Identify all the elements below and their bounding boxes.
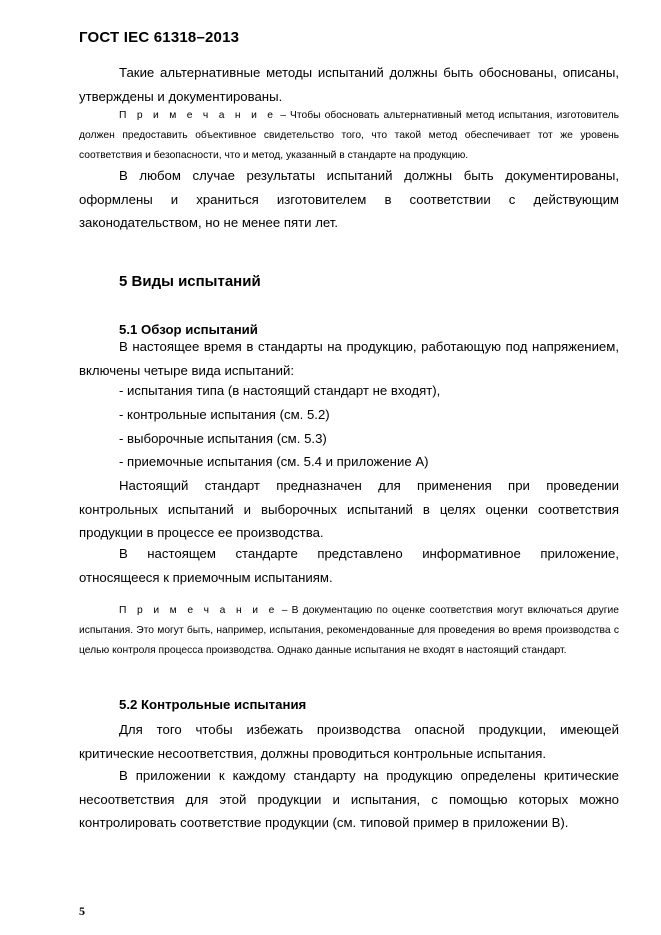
note-2 <box>79 601 619 661</box>
list-item: - испытания типа (в настоящий стандарт не входят), <box>119 383 441 398</box>
section-5-1-heading: 5.1 Обзор испытаний <box>119 322 258 337</box>
section-5-2-paragraph-1: Для того чтобы избежать производства опасной продукции, имеющей критические несоответствия, должны проводиться контрольные испытания. <box>79 722 619 761</box>
section-5-1-paragraph-2: Настоящий стандарт предназначен для применения при проведении контрольных испытаний и выборочных испытаний в целях оценки соответствия продукции в процессе ее производства. <box>79 478 619 541</box>
section-5-2-heading: 5.2 Контрольные испытания <box>119 697 307 712</box>
section-5-heading: 5 Виды испытаний <box>119 273 261 290</box>
note-1-label: П р и м е ч а н и е <box>119 110 277 121</box>
list-item: - контрольные испытания (см. 5.2) <box>119 407 330 422</box>
note-1-text: – Чтобы обосновать альтернативный метод испытания, изготовитель должен предоставить объективное свидетельство того, что такой метод обеспечивает тот же уровень соответствия и безопасности, что и метод, указанный в стандарте на продукцию. <box>79 110 619 161</box>
note-2-label: П р и м е ч а н и е <box>119 605 278 616</box>
section-5-1-paragraph-3: В настоящем стандарте представлено информативное приложение, относящееся к приемочным испытаниям. <box>79 546 619 585</box>
note-2-text: – В документацию по оценке соответствия могут включаться другие испытания. Это могут быть, например, испытания, рекомендованные для проведения во время производства с целью контроля процесса производства. Однако данные испытания не входят в настоящий стандарт. <box>79 605 619 656</box>
list-item: - приемочные испытания (см. 5.4 и приложение А) <box>119 454 429 469</box>
list-item: - выборочные испытания (см. 5.3) <box>119 431 327 446</box>
section-5-2-paragraph-2: В приложении к каждому стандарту на продукцию определены критические несоответствия для этой продукции и испытания, с помощью которых можно контролировать соответствие продукции (см. типовой пример в приложении В). <box>79 768 619 831</box>
intro-paragraph-2: В любом случае результаты испытаний должны быть документированы, оформлены и храниться изготовителем в соответствии с действующим законодательством, но не менее пяти лет. <box>79 168 619 231</box>
intro-paragraph-1: Такие альтернативные методы испытаний должны быть обоснованы, описаны, утверждены и документированы. <box>79 65 619 104</box>
page-number: 5 <box>79 904 85 918</box>
document-header: ГОСТ IEC 61318–2013 <box>79 29 240 46</box>
note-1 <box>79 106 619 166</box>
section-5-1-paragraph-1: В настоящее время в стандарты на продукцию, работающую под напряжением, включены четыре вида испытаний: <box>79 339 619 378</box>
